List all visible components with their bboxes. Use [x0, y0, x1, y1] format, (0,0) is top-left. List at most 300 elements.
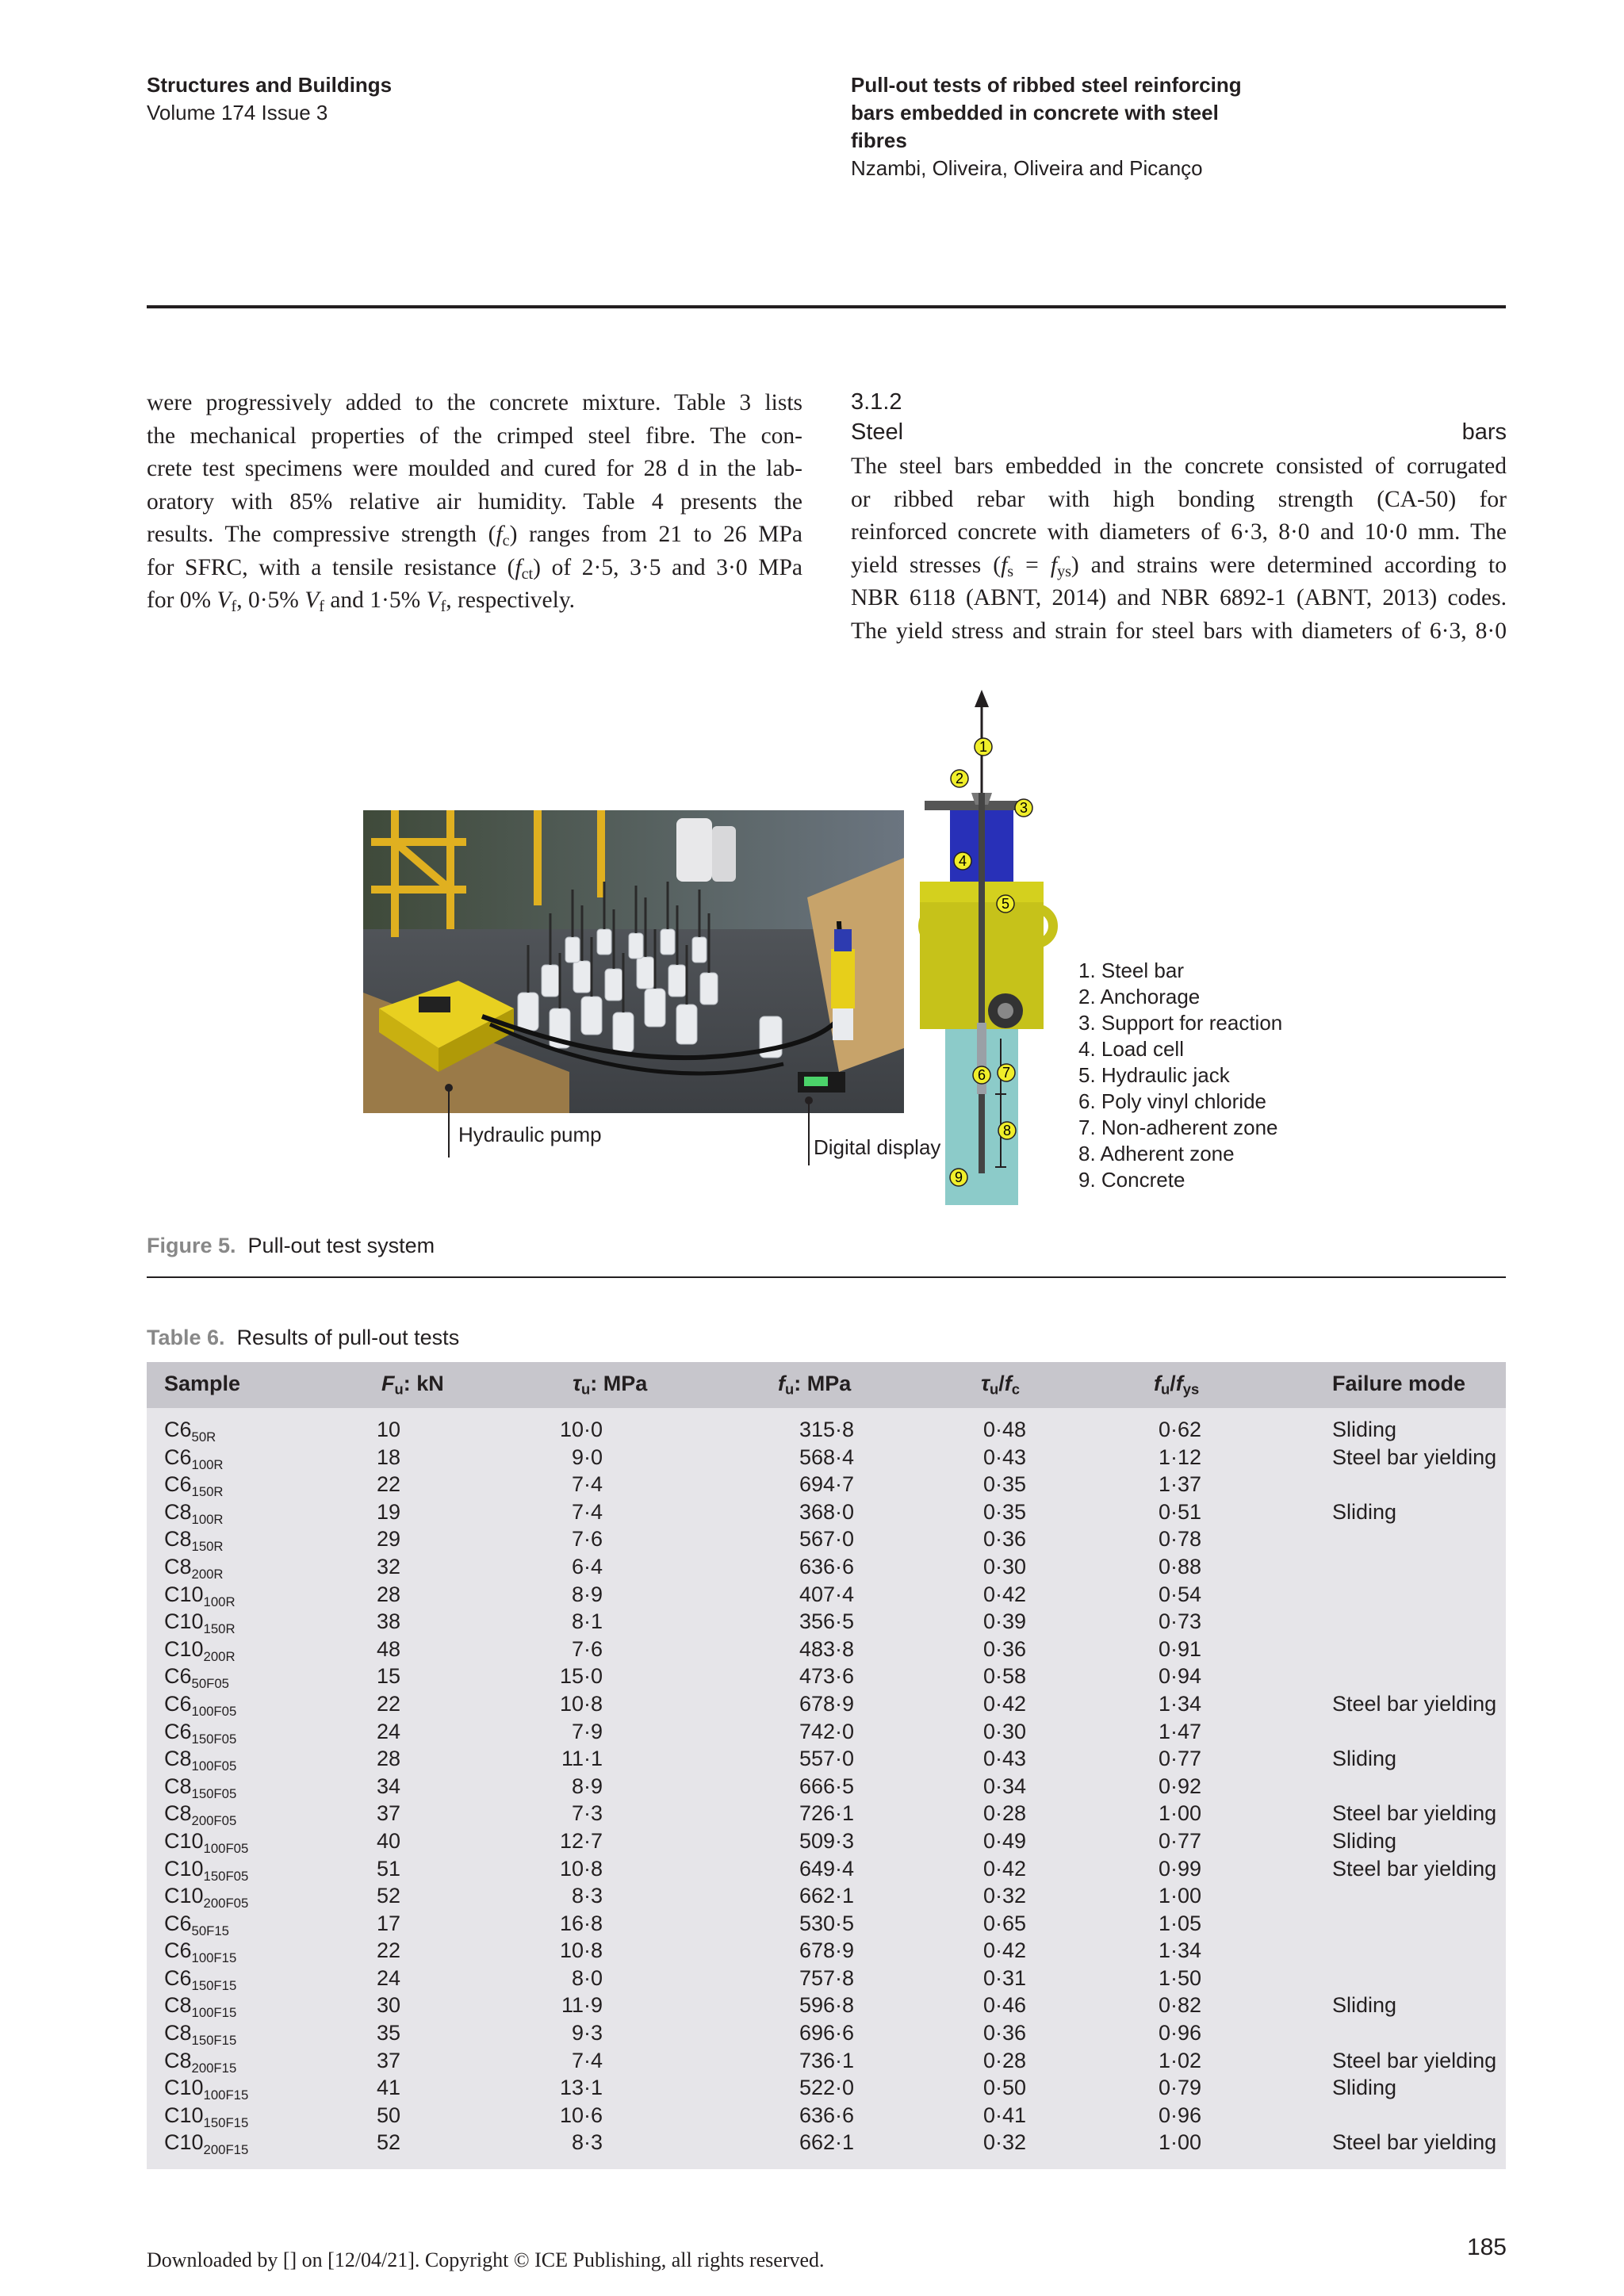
pressure-gauge-dial	[998, 1003, 1013, 1019]
cell-tau-mpa: 10·8	[559, 1691, 603, 1716]
marker-2: 2	[955, 771, 964, 786]
cell-fu-over-fys: 0·94	[1159, 1664, 1202, 1689]
sub: c	[1011, 1380, 1020, 1398]
subscript-s: s	[1007, 562, 1014, 580]
text-run: for 0%	[147, 587, 217, 613]
legend-item: 4. Load cell	[1078, 1037, 1184, 1061]
header-fu-kn	[381, 1372, 444, 1396]
sample-subscript: 150F15	[191, 1977, 237, 1993]
cell-tau-over-fc: 0·31	[983, 1965, 1027, 1990]
cell-fu-mpa: 742·0	[799, 1719, 854, 1743]
table-row	[147, 1992, 1506, 2019]
sample-base: C10	[164, 1856, 204, 1881]
marker-9: 9	[954, 1169, 963, 1185]
sym: f	[1154, 1372, 1161, 1395]
cell-sample	[164, 2019, 236, 2047]
sample-base: C10	[164, 2103, 204, 2127]
cell-fu-kn: 48	[376, 1636, 400, 1661]
cell-fu-mpa: 696·6	[799, 2021, 854, 2045]
cell-tau-mpa: 7·4	[571, 1499, 603, 1524]
subscript-f: f	[440, 598, 446, 615]
cell-fu-kn: 35	[376, 2021, 400, 2045]
journal-volume: Volume 174 Issue 3	[147, 101, 328, 124]
sample-base: C6	[164, 1664, 192, 1689]
sample-base: C8	[164, 2021, 192, 2045]
sample-subscript: 150F05	[203, 1868, 249, 1884]
text-run: ) of 2·5, 3·5 and 3·0 MPa	[533, 554, 802, 580]
cell-tau-over-fc: 0·28	[983, 1801, 1027, 1826]
cell-fu-over-fys: 0·62	[1159, 1418, 1202, 1441]
sample-subscript: 100R	[191, 1456, 224, 1472]
symbol-f: f	[496, 522, 503, 547]
sub: u	[785, 1380, 795, 1398]
sample-base: C6	[164, 1965, 192, 1990]
body-line-fys	[851, 549, 1507, 583]
table-caption-text: Results of pull-out tests	[236, 1326, 460, 1349]
cell-sample	[164, 1800, 236, 1827]
section-number: 3.1.2	[851, 389, 902, 415]
unit: : MPa	[590, 1372, 648, 1395]
article-authors: Nzambi, Oliveira, Oliveira and Picanço	[851, 156, 1203, 180]
cell-tau-mpa: 10·8	[559, 1856, 603, 1881]
cell-fu-kn: 29	[376, 1527, 400, 1552]
table-row	[147, 1525, 1506, 1553]
cell-tau-mpa: 7·6	[571, 1527, 603, 1552]
cell-fu-kn: 32	[376, 1554, 400, 1578]
sym: τ	[573, 1372, 582, 1395]
cell-sample	[164, 1718, 236, 1746]
cell-tau-over-fc: 0·65	[983, 1911, 1027, 1935]
cell-sample	[164, 2074, 248, 2102]
header-rule	[147, 305, 1506, 308]
sample-subscript: 150F05	[191, 1731, 237, 1747]
cell-tau-over-fc: 0·42	[983, 1691, 1027, 1716]
marker-3: 3	[1019, 800, 1028, 816]
cell-fu-mpa: 407·4	[799, 1582, 854, 1606]
sample-subscript: 150R	[203, 1621, 236, 1636]
cell-tau-over-fc: 0·58	[983, 1664, 1027, 1689]
sample-base: C10	[164, 1884, 204, 1908]
body-line: The steel bars embedded in the concrete consisted of corrugated	[851, 453, 1507, 479]
table-row	[147, 2129, 1506, 2156]
sample-base: C8	[164, 1554, 192, 1578]
sample-base: C8	[164, 1527, 192, 1552]
header-tau-mpa	[573, 1372, 647, 1396]
sample-base: C6	[164, 1445, 192, 1469]
cell-fu-over-fys: 1·47	[1159, 1719, 1202, 1743]
cell-fu-over-fys: 1·12	[1159, 1445, 1202, 1469]
cell-sample	[164, 1498, 224, 1526]
marker-1: 1	[979, 739, 988, 755]
sample-subscript: 100F05	[191, 1703, 237, 1719]
cell-tau-mpa: 8·3	[571, 2130, 603, 2155]
cell-tau-over-fc: 0·42	[983, 1938, 1027, 1963]
text-run: =	[1013, 552, 1051, 578]
legend-item: 1. Steel bar	[1078, 959, 1184, 982]
body-column-right	[851, 387, 1507, 648]
marker-5: 5	[1001, 896, 1010, 912]
text-run: yield stresses (	[851, 552, 1002, 578]
sample-base: C8	[164, 2048, 192, 2072]
table-row	[147, 2074, 1506, 2102]
cell-sample	[164, 1636, 236, 1663]
section-title: Steel bars	[851, 419, 1507, 445]
cell-failure-mode: Steel bar yielding	[1332, 1801, 1497, 1826]
symbol-v: V	[304, 587, 320, 613]
cell-fu-mpa: 662·1	[799, 2130, 854, 2155]
sub: u	[394, 1380, 404, 1398]
table-row	[147, 1444, 1506, 1471]
slash: /	[1170, 1372, 1176, 1395]
cell-sample	[164, 1553, 224, 1581]
sample-subscript: 200R	[191, 1566, 224, 1582]
section-heading	[851, 387, 1507, 447]
table-header-row	[147, 1362, 1506, 1408]
article-title-line-3: fibres	[851, 128, 907, 152]
table-caption	[147, 1326, 459, 1350]
legend-item: 6. Poly vinyl chloride	[1078, 1089, 1266, 1113]
cell-fu-over-fys: 1·00	[1159, 1801, 1202, 1826]
cell-sample	[164, 1608, 236, 1636]
cell-tau-over-fc: 0·28	[983, 2048, 1027, 2072]
cell-fu-over-fys: 0·99	[1159, 1856, 1202, 1881]
cell-fu-mpa: 368·0	[799, 1499, 854, 1524]
header-failure-mode: Failure mode	[1332, 1372, 1466, 1395]
legend-item: 7. Non-adherent zone	[1078, 1115, 1278, 1139]
cell-failure-mode: Steel bar yielding	[1332, 1445, 1497, 1469]
cell-tau-over-fc: 0·32	[983, 1884, 1027, 1908]
table-row	[147, 1471, 1506, 1498]
cell-sample	[164, 1965, 236, 1992]
cell-failure-mode: Sliding	[1332, 1828, 1397, 1853]
cell-failure-mode: Sliding	[1332, 1418, 1397, 1441]
legend-item: 2. Anchorage	[1078, 985, 1201, 1008]
cell-tau-mpa: 11·9	[561, 1993, 603, 2018]
table-row	[147, 1553, 1506, 1581]
cell-tau-over-fc: 0·50	[983, 2076, 1027, 2100]
body-line: crete test specimens were moulded and cured for 28 d in the lab-	[147, 456, 802, 481]
legend-item: 5. Hydraulic jack	[1078, 1063, 1230, 1087]
sample-subscript: 200F05	[191, 1813, 237, 1829]
text-run: ) and strains were determined according to	[1071, 552, 1507, 578]
table-body	[147, 1416, 1506, 2156]
cell-tau-mpa: 8·9	[571, 1582, 603, 1606]
cell-tau-over-fc: 0·43	[983, 1445, 1027, 1469]
cell-fu-kn: 34	[376, 1774, 400, 1798]
body-line: the mechanical properties of the crimped steel fibre. The con-	[147, 423, 802, 449]
cell-fu-mpa: 636·6	[799, 1554, 854, 1578]
cell-fu-kn: 37	[376, 2048, 400, 2072]
sample-base: C8	[164, 1747, 192, 1771]
cell-fu-over-fys: 1·02	[1159, 2048, 1202, 2072]
body-line: or ribbed rebar with high bonding strength (CA-50) for	[851, 486, 1507, 512]
table-row	[147, 2047, 1506, 2075]
cell-fu-kn: 28	[376, 1747, 400, 1771]
cell-tau-mpa: 7·4	[571, 2048, 603, 2072]
cell-fu-over-fys: 1·05	[1159, 1911, 1202, 1935]
table-row	[147, 1827, 1506, 1855]
cell-fu-over-fys: 1·37	[1159, 1472, 1202, 1497]
cell-sample	[164, 1827, 248, 1855]
sample-subscript: 200F15	[203, 2142, 249, 2158]
sample-subscript: 100R	[191, 1511, 224, 1527]
cell-fu-mpa: 356·5	[799, 1609, 854, 1634]
text-run: , 0·5%	[236, 587, 305, 613]
cell-fu-mpa: 567·0	[799, 1527, 854, 1552]
sample-base: C6	[164, 1719, 192, 1743]
cell-fu-kn: 18	[376, 1445, 400, 1469]
sample-base: C8	[164, 1993, 192, 2018]
cell-fu-over-fys: 1·34	[1159, 1938, 1202, 1963]
cell-fu-kn: 19	[376, 1499, 400, 1524]
cell-tau-over-fc: 0·34	[983, 1774, 1027, 1798]
sample-base: C6	[164, 1938, 192, 1963]
cell-fu-mpa: 522·0	[799, 2076, 854, 2100]
cell-fu-mpa: 596·8	[799, 1993, 854, 2018]
cell-sample	[164, 2047, 236, 2075]
pull-arrow-icon	[975, 690, 989, 707]
cell-tau-over-fc: 0·42	[983, 1582, 1027, 1606]
symbol-f: f	[1050, 552, 1058, 578]
text-run: , respectively.	[446, 587, 576, 613]
cell-sample	[164, 1992, 236, 2019]
callout-hydraulic-pump: Hydraulic pump	[458, 1123, 602, 1146]
cell-tau-over-fc: 0·41	[983, 2103, 1027, 2127]
sample-subscript: 200F05	[203, 1895, 249, 1911]
cell-fu-over-fys: 0·77	[1159, 1828, 1202, 1853]
figure-caption	[147, 1234, 435, 1258]
cell-fu-kn: 51	[376, 1856, 400, 1881]
subscript-f: f	[231, 598, 237, 615]
sample-base: C10	[164, 1636, 204, 1661]
cell-fu-kn: 30	[376, 1993, 400, 2018]
table-row	[147, 1690, 1506, 1718]
sample-subscript: 150R	[191, 1539, 224, 1555]
article-title-line-2: bars embedded in concrete with steel	[851, 101, 1219, 124]
cell-sample	[164, 1937, 236, 1965]
header-fu-over-fys	[1154, 1372, 1199, 1396]
sub: u	[581, 1380, 591, 1398]
table-row	[147, 1910, 1506, 1938]
cell-fu-kn: 50	[376, 2103, 400, 2127]
sample-subscript: 150F15	[203, 2114, 249, 2130]
cell-sample	[164, 1910, 229, 1938]
text-run: for SFRC, with a tensile resistance (	[147, 554, 515, 580]
cell-fu-mpa: 678·9	[799, 1938, 854, 1963]
table-row	[147, 2019, 1506, 2047]
cell-tau-over-fc: 0·30	[983, 1554, 1027, 1578]
cell-tau-mpa: 7·3	[571, 1801, 603, 1826]
cell-tau-mpa: 8·0	[571, 1965, 603, 1990]
figure-legend	[1078, 958, 1282, 1193]
cell-tau-over-fc: 0·30	[983, 1719, 1027, 1743]
cell-sample	[164, 1745, 236, 1773]
table-row	[147, 1636, 1506, 1663]
cell-fu-kn: 38	[376, 1609, 400, 1634]
cell-fu-mpa: 666·5	[799, 1774, 854, 1798]
cell-fu-kn: 40	[376, 1828, 400, 1853]
cell-fu-mpa: 473·6	[799, 1664, 854, 1689]
header-fu-mpa	[778, 1372, 851, 1396]
cell-failure-mode: Steel bar yielding	[1332, 1691, 1497, 1716]
body-line: The yield stress and strain for steel bars with diameters of 6·3, 8·0	[851, 618, 1507, 644]
cell-sample	[164, 1471, 224, 1498]
sample-subscript: 200R	[203, 1648, 236, 1664]
figure-label: Figure 5.	[147, 1234, 236, 1257]
text-run: results. The compressive strength (	[147, 522, 496, 547]
table-row	[147, 1965, 1506, 1992]
marker-7: 7	[1002, 1065, 1011, 1081]
cell-fu-kn: 24	[376, 1719, 400, 1743]
cell-tau-mpa: 7·4	[571, 1472, 603, 1497]
sample-subscript: 100F05	[191, 1758, 237, 1774]
table-row	[147, 1663, 1506, 1690]
sample-base: C6	[164, 1418, 192, 1441]
cell-fu-kn: 22	[376, 1938, 400, 1963]
cell-sample	[164, 1663, 229, 1690]
sub: u	[990, 1380, 999, 1398]
cell-fu-over-fys: 1·00	[1159, 2130, 1202, 2155]
sample-base: C10	[164, 1828, 204, 1853]
header-sample: Sample	[164, 1372, 241, 1395]
cell-fu-mpa: 568·4	[799, 1445, 854, 1469]
sample-base: C8	[164, 1774, 192, 1798]
cell-fu-over-fys: 0·54	[1159, 1582, 1202, 1606]
cell-tau-over-fc: 0·42	[983, 1856, 1027, 1881]
body-line: reinforced concrete with diameters of 6·3, 8·0 and 10·0 mm. The	[851, 519, 1507, 545]
unit: : kN	[403, 1372, 444, 1395]
cell-fu-over-fys: 0·88	[1159, 1554, 1202, 1578]
cell-sample	[164, 1773, 236, 1800]
legend-item: 8. Adherent zone	[1078, 1142, 1235, 1165]
cell-tau-over-fc: 0·36	[983, 1527, 1027, 1552]
cell-failure-mode: Steel bar yielding	[1332, 2130, 1497, 2155]
cell-tau-mpa: 12·7	[559, 1828, 603, 1853]
symbol-v: V	[216, 587, 232, 613]
table-row	[147, 1416, 1506, 1444]
cell-fu-over-fys: 1·00	[1159, 1884, 1202, 1908]
table-row	[147, 1745, 1506, 1773]
cell-failure-mode: Sliding	[1332, 2076, 1397, 2100]
table-row	[147, 1882, 1506, 1910]
cell-tau-mpa: 10·6	[559, 2103, 603, 2127]
cell-fu-mpa: 694·7	[799, 1472, 854, 1497]
cell-failure-mode: Steel bar yielding	[1332, 1856, 1497, 1881]
cell-sample	[164, 1690, 236, 1718]
cell-tau-over-fc: 0·49	[983, 1828, 1027, 1853]
cell-fu-over-fys: 1·50	[1159, 1965, 1202, 1990]
table-row	[147, 1937, 1506, 1965]
symbol-f: f	[515, 554, 522, 580]
cell-sample	[164, 2102, 248, 2130]
cell-fu-mpa: 530·5	[799, 1911, 854, 1935]
support-plate	[925, 801, 1020, 810]
cell-tau-mpa: 11·1	[561, 1747, 603, 1771]
cell-tau-over-fc: 0·36	[983, 1636, 1027, 1661]
cell-tau-mpa: 10·8	[559, 1938, 603, 1963]
sample-subscript: 50F15	[191, 1923, 229, 1938]
cell-tau-mpa: 15·0	[559, 1664, 603, 1689]
running-header-right	[851, 71, 1295, 182]
cell-sample	[164, 1882, 248, 1910]
legend-item: 9. Concrete	[1078, 1168, 1185, 1192]
cell-tau-mpa: 8·3	[571, 1884, 603, 1908]
cell-tau-over-fc: 0·39	[983, 1609, 1027, 1634]
cell-fu-over-fys: 1·34	[1159, 1691, 1202, 1716]
cell-fu-over-fys: 0·96	[1159, 2103, 1202, 2127]
sym: f	[1004, 1372, 1012, 1395]
cell-fu-over-fys: 0·79	[1159, 2076, 1202, 2100]
cell-fu-kn: 52	[376, 1884, 400, 1908]
cell-fu-kn: 10	[376, 1418, 400, 1441]
legend-item: 3. Support for reaction	[1078, 1011, 1283, 1035]
sample-subscript: 150R	[191, 1484, 224, 1500]
pump-leader-dot	[445, 1084, 453, 1092]
cell-tau-mpa: 9·3	[571, 2021, 603, 2045]
header-tau-over-fc	[981, 1372, 1020, 1396]
cell-fu-over-fys: 0·78	[1159, 1527, 1202, 1552]
cell-fu-kn: 24	[376, 1965, 400, 1990]
page-number: 185	[1466, 2234, 1507, 2260]
body-line-vf	[147, 584, 802, 618]
cell-fu-mpa: 736·1	[799, 2048, 854, 2072]
article-title-line-1: Pull-out tests of ribbed steel reinforcing	[851, 73, 1242, 97]
cell-tau-over-fc: 0·35	[983, 1499, 1027, 1524]
body-line-fct	[147, 552, 802, 585]
sample-base: C10	[164, 2076, 204, 2100]
results-table	[147, 1362, 1506, 2169]
cell-tau-mpa: 16·8	[559, 1911, 603, 1935]
cell-fu-kn: 22	[376, 1691, 400, 1716]
cell-fu-over-fys: 0·96	[1159, 2021, 1202, 2045]
cell-tau-over-fc: 0·36	[983, 2021, 1027, 2045]
symbol-v: V	[426, 587, 441, 613]
unit: : MPa	[794, 1372, 852, 1395]
sample-subscript: 50R	[191, 1429, 216, 1445]
cell-fu-over-fys: 0·92	[1159, 1774, 1202, 1798]
cell-failure-mode: Steel bar yielding	[1332, 2048, 1497, 2072]
text-run: and 1·5%	[324, 587, 427, 613]
figure-caption-text: Pull-out test system	[247, 1234, 435, 1257]
sub: u	[1161, 1380, 1170, 1398]
cell-fu-kn: 28	[376, 1582, 400, 1606]
cell-fu-mpa: 636·6	[799, 2103, 854, 2127]
table-row	[147, 1608, 1506, 1636]
sample-subscript: 50F05	[191, 1676, 229, 1692]
sym: τ	[981, 1372, 990, 1395]
cell-fu-kn: 17	[376, 1911, 400, 1935]
sample-base: C10	[164, 1609, 204, 1634]
subscript-f: f	[319, 598, 324, 615]
cell-sample	[164, 1444, 224, 1471]
callout-digital-display: Digital display	[814, 1135, 941, 1159]
sym: F	[381, 1372, 395, 1395]
body-line-fc	[147, 519, 802, 552]
table-row	[147, 1800, 1506, 1827]
body-line: were progressively added to the concrete mixture. Table 3 lists	[147, 390, 802, 415]
cell-failure-mode: Sliding	[1332, 1993, 1397, 2018]
subscript-c: c	[502, 532, 510, 549]
cell-fu-mpa: 678·9	[799, 1691, 854, 1716]
journal-name: Structures and Buildings	[147, 73, 393, 97]
sample-subscript: 200F15	[191, 2060, 237, 2076]
cell-fu-over-fys: 0·77	[1159, 1747, 1202, 1771]
cell-fu-kn: 41	[376, 2076, 400, 2100]
cell-tau-mpa: 6·4	[571, 1554, 603, 1578]
body-line: NBR 6118 (ABNT, 2014) and NBR 6892-1 (ABNT, 2013) codes.	[851, 585, 1507, 610]
cell-tau-over-fc: 0·43	[983, 1747, 1027, 1771]
sample-base: C10	[164, 1582, 204, 1606]
